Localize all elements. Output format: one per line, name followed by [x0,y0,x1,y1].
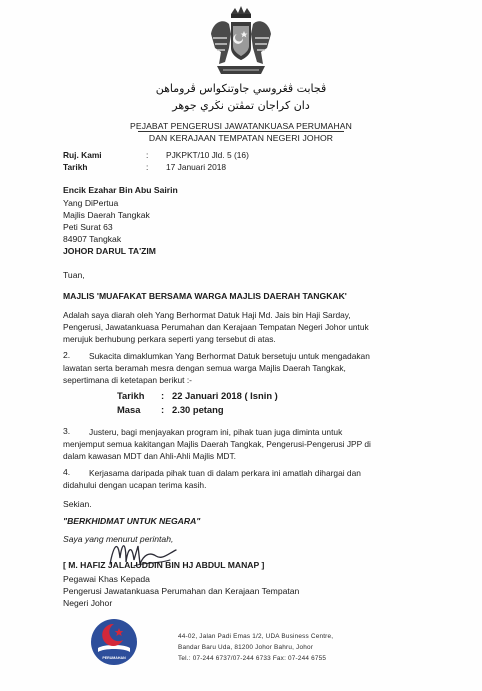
footer-address-line1: 44-02, Jalan Padi Emas 1/2, UDA Business Centre, [178,633,334,640]
paragraph-3 [89,426,435,438]
reference-colon: : [146,150,149,160]
paragraph-1-line3: merujuk berhubung perkara seperti yang tersebut di atas. [63,334,276,345]
office-name-line2: DAN KERAJAAN TEMPATAN NEGERI JOHOR [148,133,334,143]
closing-phrase: Sekian. [63,499,92,509]
event-time-label: Masa [117,404,141,415]
paragraph-4-number: 4. [63,467,71,477]
signer-title-line3: Negeri Johor [63,598,113,608]
motto: "BERKHIDMAT UNTUK NEGARA" [63,516,201,526]
yours-faithfully: Saya yang menurut perintah, [63,534,174,544]
recipient-name: Encik Ezahar Bin Abu Sairin [63,185,178,195]
jawi-heading-line2: دان کراجان تمڤتن نڬري جوهر [172,99,310,112]
event-time: 2.30 petang [172,404,224,415]
paragraph-1-line1: Adalah saya diarah oleh Yang Berhormat Datuk Haji Md. Jais bin Haji Sarday, [63,310,351,320]
reference-number: PJKPKT/10 Jld. 5 (16) [166,150,249,160]
paragraph-1-line2: Pengerusi, Jawatankuasa Perumahan dan Kerajaan Tempatan Negeri Johor untuk [63,322,369,333]
johor-crest-emblem [203,4,279,80]
salutation: Tuan, [63,270,85,280]
recipient-state: JOHOR DARUL TA'ZIM [63,246,156,256]
signer-title-line1: Pegawai Khas Kepada [63,574,150,584]
event-date: 22 Januari 2018 ( Isnin ) [172,390,278,401]
paragraph-3-line1: Justeru, bagi menjayakan program ini, pihak tuan juga diminta untuk [89,427,343,437]
signer-title-line2: Pengerusi Jawatankuasa Perumahan dan Kerajaan Tempatan [63,586,300,596]
reference-label: Ruj. Kami [63,150,102,160]
paragraph-2 [89,350,435,362]
perumahan-logo-icon [90,618,138,666]
recipient-po-box: Peti Surat 63 [63,222,113,232]
recipient-postcode: 84907 Tangkak [63,234,122,244]
event-date-colon: : [161,390,165,401]
signer-name: [ M. HAFIZ JALALUDDIN BIN HJ ABDUL MANAP ] [63,560,265,570]
paragraph-4-line2: didahului dengan ucapan terima kasih. [63,480,207,490]
paragraph-3-number: 3. [63,426,71,436]
letter-date: 17 Januari 2018 [166,162,227,172]
paragraph-2-line2: lawatan serta beramah mesra dengan semua warga Majlis Daerah Tangkak, [63,363,346,373]
logo-text: PERUMAHAN [102,656,126,660]
paragraph-3-continued [63,438,435,462]
recipient-title: Yang DiPertua [63,198,119,208]
paragraph-2-number: 2. [63,350,71,360]
footer-address-line2: Bandar Baru Uda, 81200 Johor Bahru, Johor [178,644,314,651]
paragraph-3-line3: dalam kawasan MDT dan Ahli-Ahli Majlis MDT. [63,451,236,462]
office-name-line1: PEJABAT PENGERUSI JAWATANKUASA PERUMAHAN [130,121,352,131]
paragraph-2-line3: sepertimana di ketetapan berikut :- [63,375,192,386]
heading-underline [138,131,344,132]
paragraph-2-line1: Sukacita dimaklumkan Yang Berhormat Datuk bersetuju untuk mengadakan [89,351,370,361]
date-colon: : [146,162,149,172]
paragraph-3-line2: menjemput semua kakitangan Majlis Daerah Tangkak, Pengerusi-Pengerusi JPP di [63,439,371,449]
date-label: Tarikh [63,162,88,172]
jawi-heading-line1: ڤجابت ڤڠروسي جاوتنکواس ڤروماهن [155,82,327,95]
paragraph-4-continued [63,479,435,491]
recipient-organisation: Majlis Daerah Tangkak [63,210,150,220]
paragraph-4-line1: Kerjasama daripada pihak tuan di dalam perkara ini amatlah dihargai dan [89,468,361,478]
event-date-label: Tarikh [117,390,145,401]
paragraph-4 [89,467,435,479]
letter-subject: MAJLIS 'MUAFAKAT BERSAMA WARGA MAJLIS DAERAH TANGKAK' [63,291,347,301]
event-time-colon: : [161,404,165,415]
footer-contact: Tel.: 07-244 6737/07-244 6733 Fax: 07-244 6755 [178,655,327,662]
paragraph-1 [63,309,435,346]
paragraph-2-continued [63,362,435,386]
